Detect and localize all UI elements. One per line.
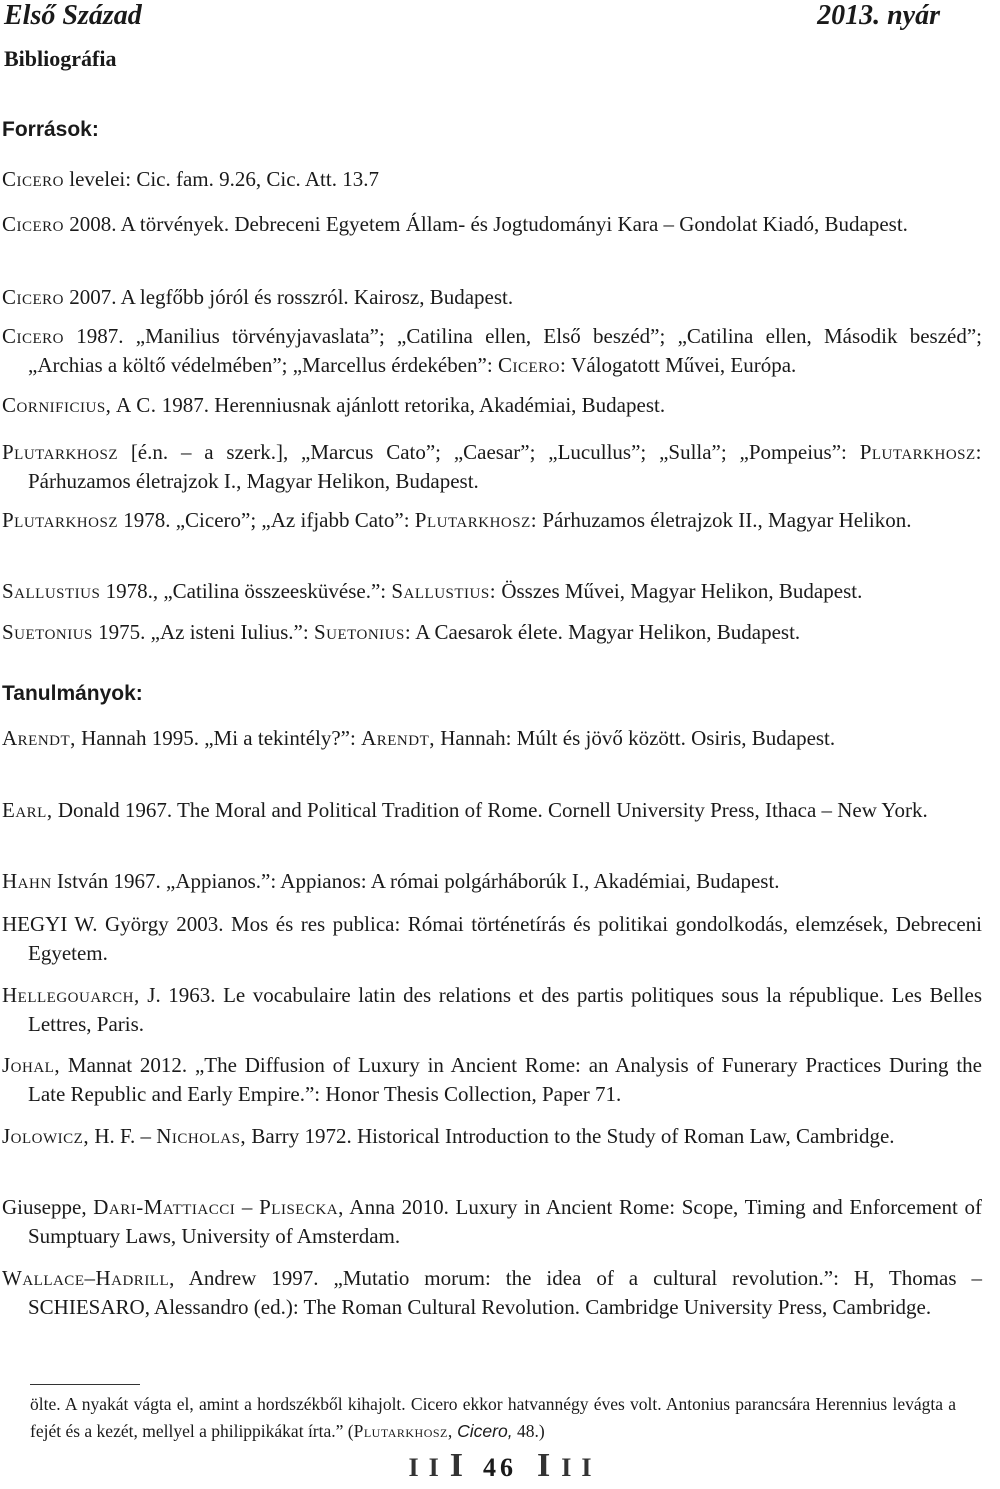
entry-author: Dari-Mattiacci	[93, 1195, 236, 1219]
entry-text: levelei: Cic. fam. 9.26, Cic. Att. 13.7	[64, 167, 379, 191]
entry-text: Donald 1967. The Moral and Political Tradition of Rome. Cornell University Press, Ithaca – New York.	[52, 798, 928, 822]
studies-heading: Tanulmányok:	[2, 682, 143, 705]
entry-text: 1978., „Catilina összeesküvése.”:	[100, 579, 392, 603]
footnote-divider	[30, 1384, 140, 1385]
entry-author: Suetonius:	[313, 620, 412, 644]
entry-author: Cicero	[2, 167, 65, 191]
entry-author: Sallustius	[2, 579, 101, 603]
entry-author: Jolowicz,	[2, 1124, 90, 1148]
entry-text: 1987. Herenniusnak ajánlott retorika, Akadémiai, Budapest.	[156, 393, 666, 417]
footnote-title: Cicero,	[457, 1421, 513, 1441]
entry-text: Barry 1972. Historical Introduction to the Study of Roman Law, Cambridge.	[246, 1124, 895, 1148]
entry-text: A Caesarok élete. Magyar Helikon, Budapest.	[411, 620, 801, 644]
entry-text: Hannah 1995. „Mi a tekintély?”:	[75, 726, 362, 750]
source-entry	[2, 283, 982, 312]
source-entry	[2, 391, 982, 420]
footnote-text: ölte. A nyakát vágta el, amint a hordszékből kihajolt. Cicero ekkor hatvannégy éves volt. Antonius parancsára Herennius levágta a fejét és a kezét, mellyel a philippikákat írta.” (	[30, 1394, 956, 1441]
entry-text: J. 1963. Le vocabulaire latin des relations et des partis politiques sous la république. Les Belles Lettres, Paris.	[28, 983, 982, 1036]
entry-text: H. F. –	[89, 1124, 157, 1148]
entry-text: 2008. A törvények. Debreceni Egyetem Állam- és Jogtudományi Kara – Gondolat Kiadó, Budapest.	[64, 212, 908, 236]
entry-text: Giuseppe,	[2, 1195, 94, 1219]
footnote	[30, 1391, 956, 1445]
entry-text: Anna 2010. Luxury in Ancient Rome: Scope, Timing and Enforcement of Sumptuary Laws, University of Amsterdam.	[28, 1195, 982, 1248]
entry-author: Plutarkhosz	[2, 508, 118, 532]
section-title: Bibliográfia	[4, 46, 117, 71]
entry-text: Összes Művei, Magyar Helikon, Budapest.	[496, 579, 863, 603]
entry-author: Plutarkhosz:	[859, 440, 982, 464]
entry-author: Plisecka,	[259, 1195, 344, 1219]
study-entry	[2, 1051, 982, 1109]
ornament-bar: I	[408, 1453, 419, 1482]
entry-author: Hellegouarch,	[2, 983, 140, 1007]
sources-heading: Források:	[2, 118, 99, 141]
journal-title: Első Század	[4, 0, 142, 31]
source-entry	[2, 618, 982, 647]
study-entry	[2, 981, 982, 1039]
entry-author: Cicero	[2, 212, 65, 236]
entry-text: 1978. „Cicero”; „Az ifjabb Cato”:	[117, 508, 415, 532]
ornament-bar: I	[449, 1447, 463, 1484]
entry-author: Sallustius:	[391, 579, 497, 603]
footnote-text: 48.)	[512, 1421, 545, 1441]
study-entry	[2, 1193, 982, 1251]
page-number-ornament	[0, 1447, 1000, 1485]
entry-author: Earl,	[2, 798, 53, 822]
entry-author: Arendt,	[361, 726, 436, 750]
entry-text: Hannah: Múlt és jövő között. Osiris, Budapest.	[435, 726, 836, 750]
ornament-bar: I	[537, 1447, 551, 1484]
source-entry	[2, 438, 982, 496]
entry-author: Cornificius, A C.	[2, 393, 157, 417]
source-entry	[2, 165, 982, 194]
entry-text: 1987. „Manilius törvényjavaslata”; „Catilina ellen, Első beszéd”; „Catilina ellen, Második beszéd”; „Archias a költő védelmében”; „Marcellus érdekében”:	[28, 324, 982, 377]
entry-author: Cicero	[2, 285, 65, 309]
page-number: 46	[483, 1453, 517, 1482]
entry-text: 2007. A legfőbb jóról és rosszról. Kairosz, Budapest.	[64, 285, 514, 309]
ornament-bar: I	[561, 1453, 572, 1482]
entry-text: HEGYI W. György 2003. Mos és res publica: Római történetírás és politikai gondolkodás, elemzések, Debreceni Egyetem.	[2, 912, 982, 965]
source-entry	[2, 577, 982, 606]
entry-text: Andrew 1997. „Mutatio morum: the idea of a cultural revolution.”: H, Thomas – SCHIESARO, Alessandro (ed.): The Roman Cultural Revolution. Cambridge University Press, Cambridge.	[28, 1266, 982, 1319]
entry-text: –	[235, 1195, 260, 1219]
study-entry	[2, 867, 982, 896]
entry-author: Plutarkhosz:	[414, 508, 538, 532]
issue-label: 2013. nyár	[817, 0, 940, 31]
footnote-author: Plutarkhosz,	[353, 1421, 453, 1441]
study-entry	[2, 910, 982, 968]
entry-text: Mannat 2012. „The Diffusion of Luxury in Ancient Rome: an Analysis of Funerary Practices During the Late Republic and Early Empire.”: Honor Thesis Collection, Paper 71.	[28, 1053, 982, 1106]
entry-text: Válogatott Művei, Európa.	[566, 353, 797, 377]
entry-author: Plutarkhosz	[2, 440, 118, 464]
entry-text: István 1967. „Appianos.”: Appianos: A római polgárháborúk I., Akadémiai, Budapest.	[51, 869, 780, 893]
study-entry	[2, 724, 982, 753]
entry-author: Wallace–Hadrill,	[2, 1266, 175, 1290]
ornament-bar: I	[581, 1453, 592, 1482]
study-entry	[2, 796, 982, 825]
entry-text: 1975. „Az isteni Iulius.”:	[92, 620, 314, 644]
study-entry	[2, 1264, 982, 1322]
entry-text: Párhuzamos életrajzok I., Magyar Helikon, Budapest.	[28, 469, 479, 493]
entry-author: Nicholas,	[156, 1124, 247, 1148]
ornament-bar: I	[428, 1453, 439, 1482]
source-entry	[2, 506, 982, 535]
entry-text: Párhuzamos életrajzok II., Magyar Helikon.	[537, 508, 912, 532]
entry-text: [é.n. – a szerk.], „Marcus Cato”; „Caesar”; „Lucullus”; „Sulla”; „Pompeius”:	[117, 440, 860, 464]
source-entry	[2, 322, 982, 380]
entry-author: Johal,	[2, 1053, 61, 1077]
entry-author: Cicero	[2, 324, 65, 348]
source-entry	[2, 210, 982, 239]
entry-author: Suetonius	[2, 620, 93, 644]
entry-author: Cicero:	[497, 353, 567, 377]
study-entry	[2, 1122, 982, 1151]
entry-author: Hahn	[2, 869, 52, 893]
entry-author: Arendt,	[2, 726, 76, 750]
